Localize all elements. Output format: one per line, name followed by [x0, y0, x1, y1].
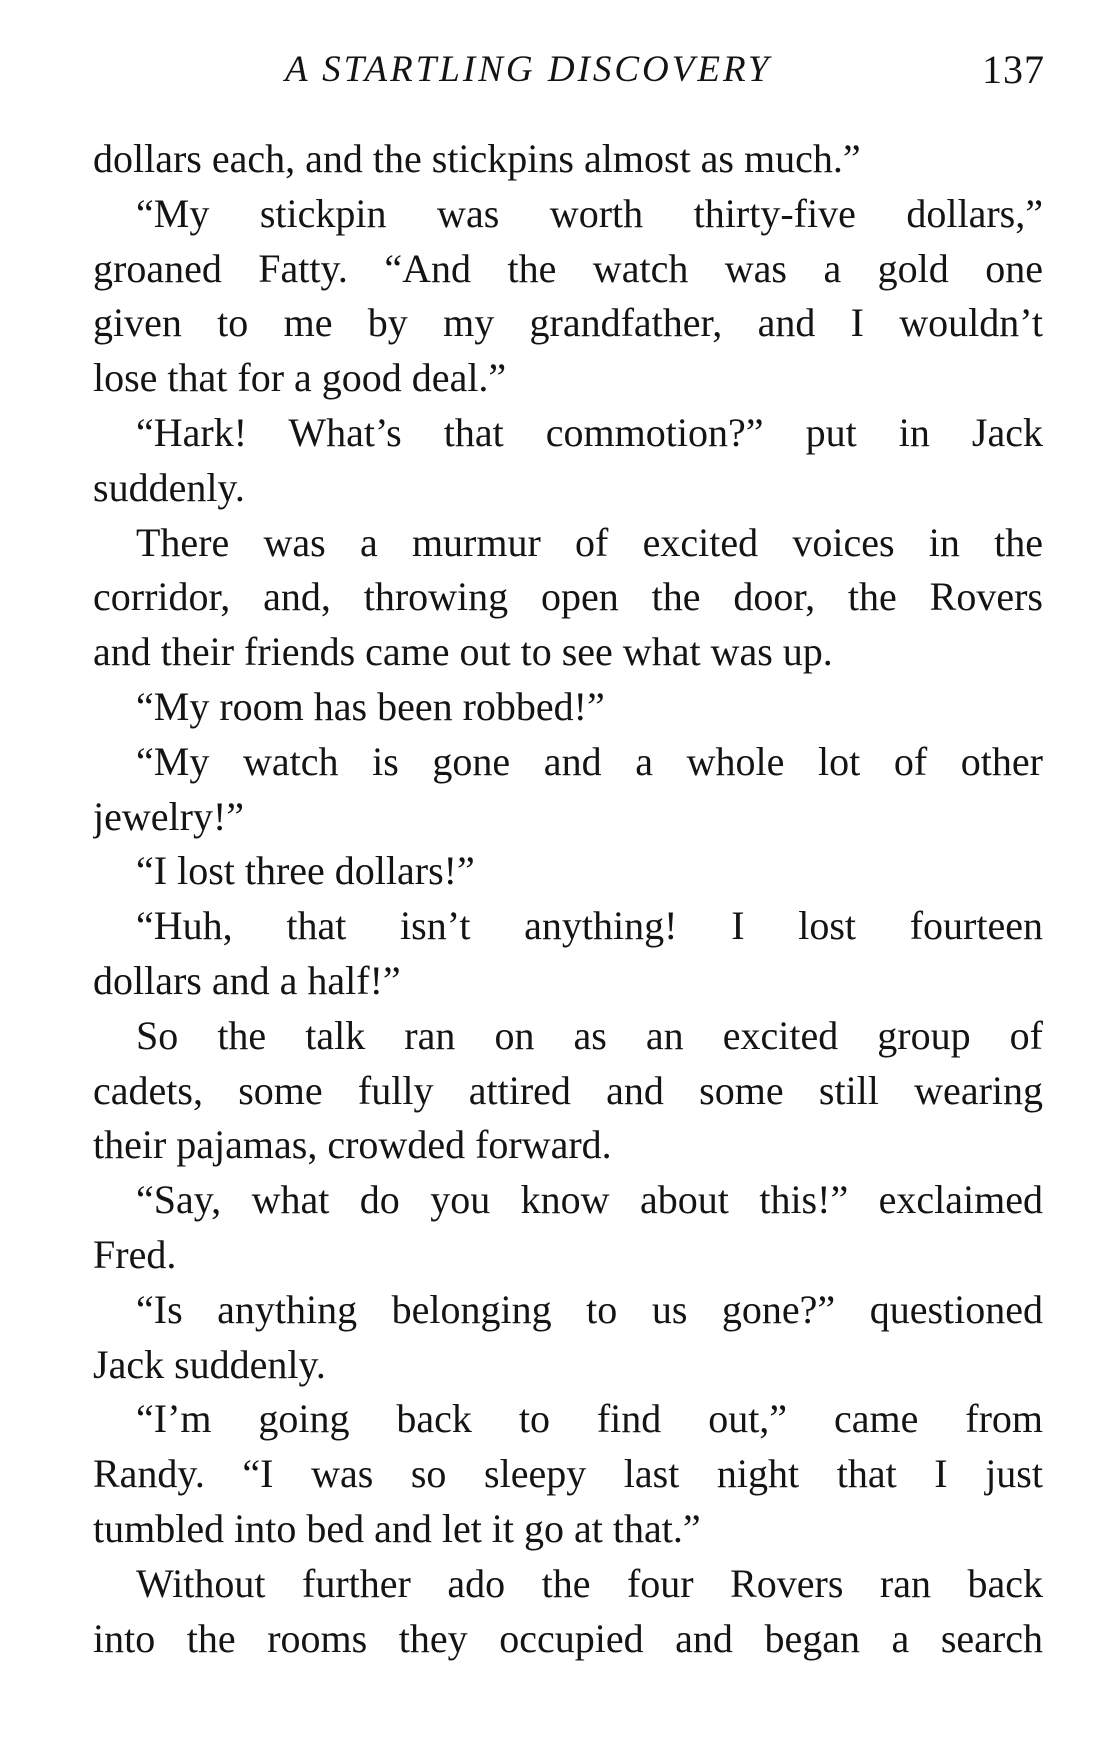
text-line: “Say, what do you know about this!” exclaimed [136, 1177, 1043, 1223]
text-line: groaned Fatty. “And the watch was a gold one [93, 245, 1043, 291]
text-line: Fred. [93, 1231, 177, 1277]
text-line: suddenly. [93, 464, 245, 510]
text-line: “My room has been robbed!” [136, 683, 605, 729]
text-line: cadets, some fully attired and some still wearing [93, 1067, 1043, 1113]
text-line: “Huh, that isn’t anything! I lost fourteen [136, 903, 1043, 949]
text-line: “Hark! What’s that commotion?” put in Jack [136, 409, 1043, 455]
text-line: and their friends came out to see what was up. [93, 629, 833, 675]
text-line: given to me by my grandfather, and I wouldn’t [93, 300, 1043, 346]
page-number: 137 [982, 47, 1045, 92]
text-line: their pajamas, crowded forward. [93, 1122, 612, 1168]
text-line: So the talk ran on as an excited group of [136, 1012, 1043, 1058]
text-line: lose that for a good deal.” [93, 355, 507, 401]
text-line: jewelry!” [93, 793, 245, 839]
text-line: “I’m going back to find out,” came from [136, 1396, 1043, 1442]
body-text [93, 132, 1043, 1666]
text-line: Without further ado the four Rovers ran back [136, 1560, 1043, 1606]
text-line: “My watch is gone and a whole lot of other [136, 738, 1043, 784]
running-title: A STARTLING DISCOVERY [285, 49, 772, 90]
text-line: Jack suddenly. [93, 1341, 326, 1387]
text-line: “Is anything belonging to us gone?” questioned [136, 1286, 1043, 1332]
text-line: corridor, and, throwing open the door, the Rovers [93, 574, 1043, 620]
text-line: dollars and a half!” [93, 957, 401, 1003]
text-line: “My stickpin was worth thirty-five dollars,” [136, 190, 1043, 236]
text-line: There was a murmur of excited voices in the [136, 519, 1043, 565]
text-line: dollars each, and the stickpins almost as much.” [93, 136, 861, 181]
running-head [90, 40, 1045, 100]
text-line: Randy. “I was so sleepy last night that I just [93, 1451, 1043, 1497]
text-line: “I lost three dollars!” [136, 848, 475, 894]
text-line: into the rooms they occupied and began a search [93, 1615, 1043, 1661]
text-line: tumbled into bed and let it go at that.” [93, 1505, 701, 1551]
